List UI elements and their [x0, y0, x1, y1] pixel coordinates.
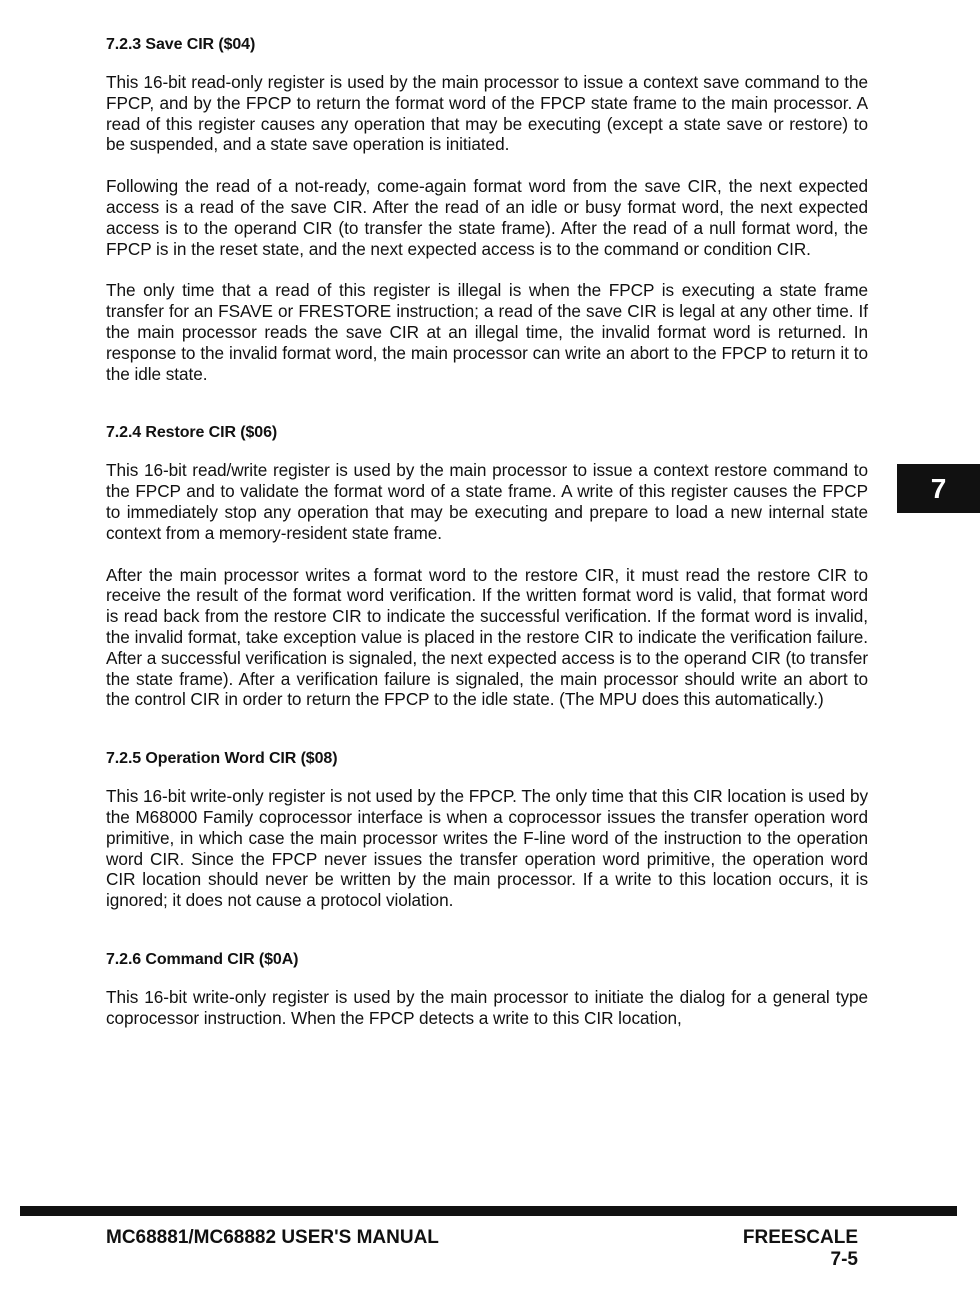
section-restore-cir	[106, 422, 868, 710]
paragraph: This 16-bit write-only register is used by the main processor to initiate the dialog for a general type coprocessor instruction. When the FPCP detects a write to this CIR location,	[106, 986, 868, 1028]
paragraph: This 16-bit read-only register is used by the main processor to issue a context save command to the FPCP, and by the FPCP to return the format word of the FPCP state frame to the main processor. A read of this register causes any operation that may be executing (except a state save or restore) to be suspended, and a state save operation is initiated.	[106, 72, 868, 155]
section-heading: 7.2.4 Restore CIR ($06)	[106, 424, 278, 442]
paragraph: The only time that a read of this register is illegal is when the FPCP is executing a state frame transfer for an FSAVE or FRESTORE instruction; a read of the save CIR is legal at any other time. If the main processor reads the save CIR at an illegal time, the invalid format word is returned. In response to the invalid format word, the main processor can write an abort to the FPCP to return it to the idle state.	[106, 280, 868, 384]
footer-publisher: FREESCALE	[742, 1227, 858, 1248]
footer-manual-title: MC68881/MC68882 USER'S MANUAL	[106, 1227, 439, 1248]
section-heading: 7.2.3 Save CIR ($04)	[106, 36, 256, 53]
section-save-cir	[106, 34, 868, 384]
section-operation-word-cir	[106, 748, 868, 911]
page-body	[106, 34, 868, 1050]
section-heading: 7.2.5 Operation Word CIR ($08)	[106, 750, 338, 768]
footer-page-number: 7-5	[830, 1249, 858, 1270]
paragraph: After the main processor writes a format word to the restore CIR, it must read the restore CIR to receive the result of the format word verification. If the written format word is valid, that format word is read back from the restore CIR to indicate the successful verification. If the format word is invalid, the invalid format, take exception value is placed in the restore CIR to indicate the verification failure. After a successful verification is signaled, the next expected access is to the operand CIR (to transfer the state frame). After a verification failure is signaled, the main processor should write an abort to the control CIR in order to return the FPCP to the idle state. (The MPU does this automatically.)	[106, 564, 868, 710]
paragraph: Following the read of a not-ready, come-again format word from the save CIR, the next expected access is a read of the save CIR. After the read of an idle or busy format word, the next expected access is to the operand CIR (to transfer the state frame). After the read of a null format word, the FPCP is in the reset state, and the next expected access is to the command or condition CIR.	[106, 176, 868, 259]
section-heading: 7.2.6 Command CIR ($0A)	[106, 950, 299, 968]
paragraph: This 16-bit write-only register is not used by the FPCP. The only time that this CIR location is used by the M68000 Family coprocessor interface is when a coprocessor issues the transfer operation word primitive, in which case the main processor writes the F-line word of the instruction to the operation word CIR. Since the FPCP never issues the transfer operation word primitive, the operation word CIR location should never be written by the main processor. If a write to this location occurs, it is ignored; it does not cause a protocol violation.	[106, 786, 868, 911]
footer-divider	[20, 1206, 957, 1216]
paragraph: This 16-bit read/write register is used by the main processor to issue a context restore command to the FPCP and to validate the format word of a state frame. A write of this register causes the FPCP to immediately stop any operation that may be executing and prepare to load a new internal state context from a memory-resident state frame.	[106, 460, 868, 543]
footer-right-block	[743, 1227, 858, 1271]
chapter-tab: 7	[897, 464, 980, 513]
section-command-cir	[106, 949, 868, 1029]
